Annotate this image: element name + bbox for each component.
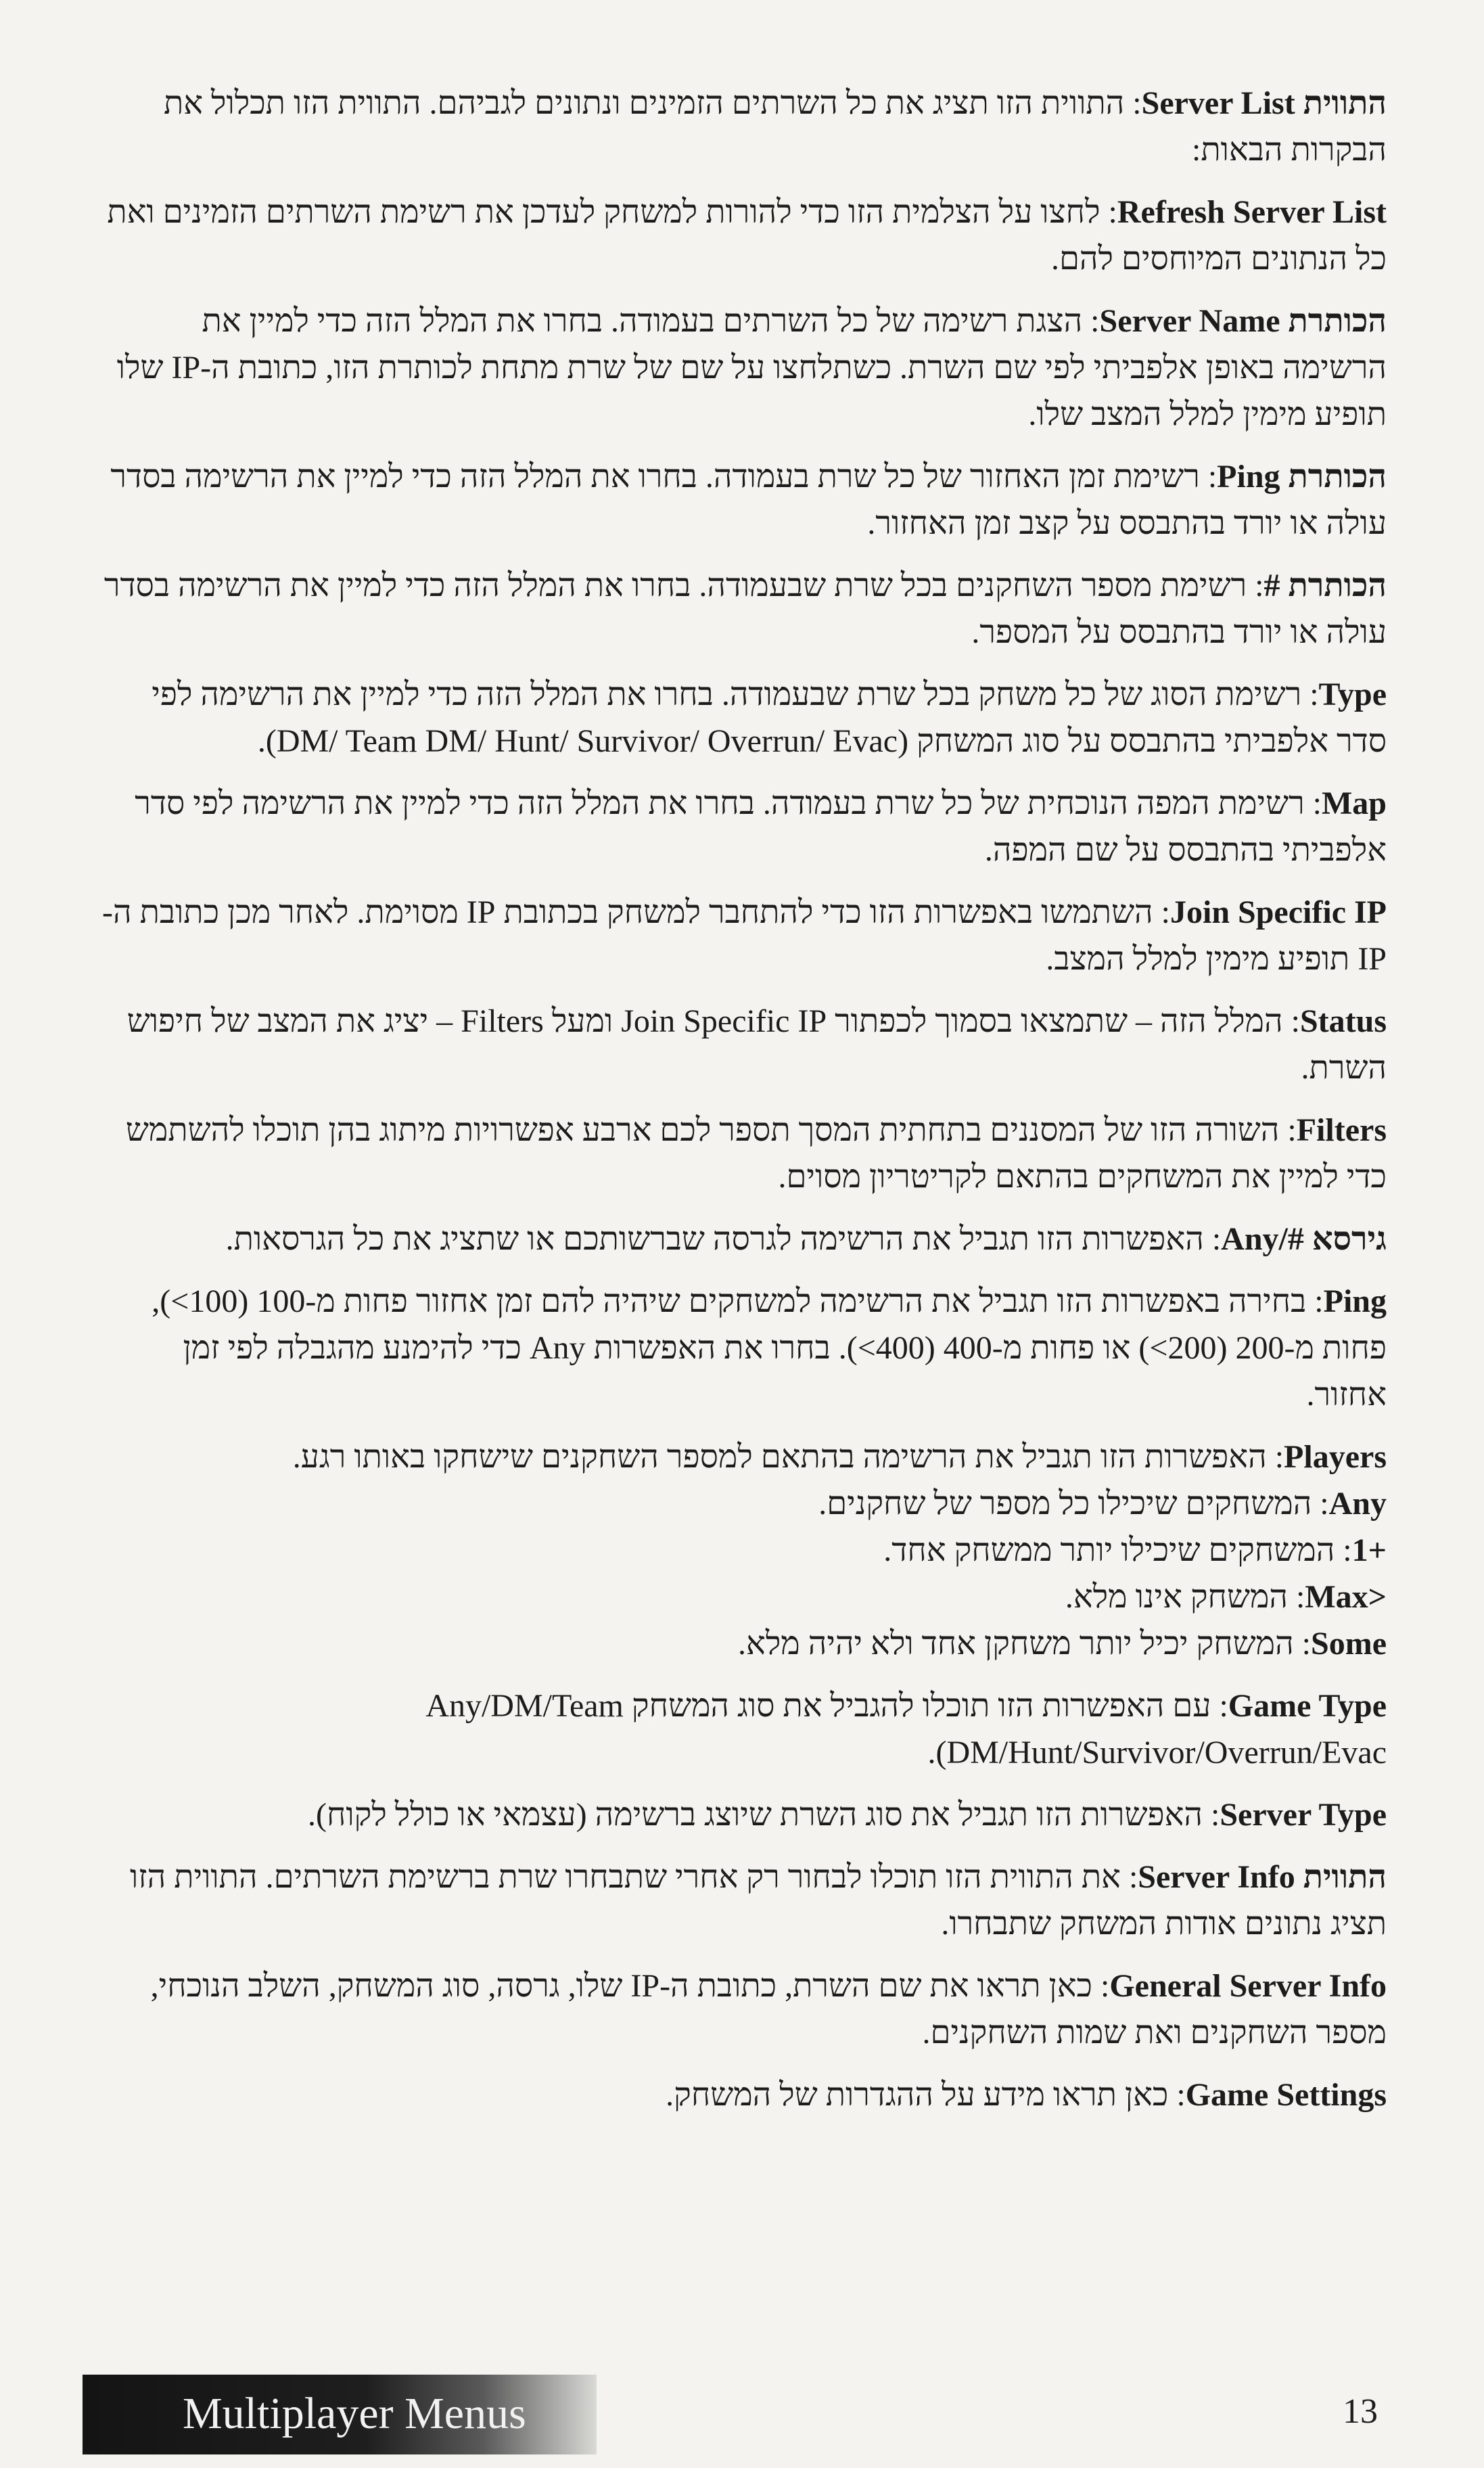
players-filter-item [98,1434,1387,1480]
definition-text: : רשימת מספר השחקנים בכל שרת שבעמודה. בחרו את המלל הזה כדי למיין את הרשימה בסדר עולה או יורד בהתבסס על המספר. [103,568,1387,650]
term: Refresh Server List [1117,194,1387,230]
definition-paragraph [98,298,1387,438]
term-prefix: התווית [1303,1859,1387,1895]
definition-text: : את התווית הזו תוכלו לבחור רק אחרי שתבחרו שרת ברשימת השרתים. התווית הזו תציג נתונים אודות המשחק שתבחרו. [129,1859,1387,1942]
definition-paragraph [98,1854,1387,1947]
term: Game Settings [1185,2077,1387,2113]
definition-paragraph [98,1791,1387,1838]
definition-text: : האפשרות הזו תגביל את סוג השרת שיוצג ברשימה (עצמאי או כולל לקוח). [307,1797,1220,1833]
players-filter-item [98,1480,1387,1527]
definition-paragraph [98,2072,1387,2118]
players-filter-item [98,1574,1387,1620]
term: Game Type [1228,1688,1387,1724]
term: Any/# [1221,1221,1304,1257]
definition-paragraph [98,671,1387,764]
term-prefix: הכותרת [1288,303,1387,339]
players-filter-item [98,1527,1387,1574]
definition-paragraph [98,889,1387,982]
definition-paragraph [98,998,1387,1091]
definition-paragraph [98,189,1387,282]
definition-paragraph [98,1683,1387,1776]
term: Status [1299,1003,1387,1039]
definition-paragraph [98,1216,1387,1262]
term: Type [1318,677,1387,712]
term: Players [1284,1439,1387,1475]
term: Server Type [1220,1797,1387,1833]
term: # [1263,568,1280,603]
definition-text: : עם האפשרות הזו תוכלו להגביל את סוג המשחק Any/DM/Team DM/Hunt/Survivor/Overrun/Evac). [425,1688,1387,1770]
term: Server Name [1099,303,1280,339]
term: Join Specific IP [1170,894,1387,930]
definition-text: : התווית הזו תציג את כל השרתים הזמינים ונתונים לגביהם. התווית הזו תכלול את הבקרות הבאות: [163,85,1387,168]
definition-text: : כאן תראו את שם השרת, כתובת ה-IP שלו, גרסה, סוג המשחק, השלב הנוכחי, מספר השחקנים ואת שמות השחקנים. [150,1968,1387,2051]
term: Server Info [1138,1859,1295,1895]
page-number: 13 [1343,2392,1378,2431]
term: Any [1328,1486,1387,1522]
players-filter-item [98,1620,1387,1667]
term-prefix: התווית [1303,85,1387,121]
definition-text: : האפשרות הזו תגביל את הרשימה בהתאם למספר השחקנים שישחקו באותו רגע. [292,1439,1284,1475]
definition-text: : השורה הזו של המסננים בתחתית המסך תספר לכם ארבע אפשרויות מיתוג בהן תוכלו להשתמש כדי למיין את המשחקים בהתאם לקריטריון מסוים. [125,1112,1387,1195]
term: Some [1311,1626,1387,1662]
definition-paragraph [98,780,1387,873]
definition-paragraph [98,1963,1387,2056]
term: Max> [1305,1579,1387,1615]
definition-text: : בחירה באפשרות הזו תגביל את הרשימה למשחקים שיהיה להם זמן אחזור פחות מ-100 (‎<100‏), פחות מ-200 (‎<200‏) או פחות מ-400 (‎<400‏). בחרו את האפשרות Any כדי להימנע מהגבלה לפי זמן אחזור. [152,1283,1387,1413]
definition-text: : המלל הזה – שתמצאו בסמוך לכפתור Join Specific IP ומעל Filters – יציג את המצב של חיפוש השרת. [126,1003,1387,1086]
term: General Server Info [1109,1968,1387,2004]
definition-text: : רשימת הסוג של כל משחק בכל שרת שבעמודה. בחרו את המלל הזה כדי למיין את הרשימה לפי סדר אלפביתי בהתבסס על סוג המשחק (DM/ Team DM/ Hunt/ Survivor/ Overrun/ Evac). [152,677,1387,759]
definition-text: : רשימת זמן האחזור של כל שרת בעמודה. בחרו את המלל הזה כדי למיין את הרשימה בסדר עולה או יורד בהתבסס על קצב זמן האחזור. [110,459,1387,541]
page-body [98,80,1387,2134]
term: Server List [1141,85,1295,121]
definition-text: : המשחק יכיל יותר משחקן אחד ולא יהיה מלא. [738,1626,1312,1662]
definition-text: : רשימת המפה הנוכחית של כל שרת בעמודה. בחרו את המלל הזה כדי למיין את הרשימה לפי סדר אלפביתי בהתבסס על שם המפה. [135,785,1387,868]
definition-paragraph [98,1107,1387,1200]
term: 1+ [1351,1532,1387,1568]
definition-paragraph [98,562,1387,656]
definition-paragraph [98,80,1387,173]
definition-text: : המשחק אינו מלא. [1065,1579,1305,1615]
term: Filters [1296,1112,1387,1148]
term-prefix: הכותרת [1288,459,1387,495]
term: Ping [1217,459,1280,495]
definition-text: : המשחקים שיכילו יותר ממשחק אחד. [883,1532,1352,1568]
term: Map [1322,785,1387,821]
definition-text: : האפשרות הזו תגביל את הרשימה לגרסה שברשותכם או שתציג את כל הגרסאות. [225,1221,1222,1257]
term-prefix: הכותרת [1288,568,1387,603]
definition-paragraph [98,1278,1387,1418]
definition-text: : הצגת רשימה של כל השרתים בעמודה. בחרו את המלל הזה כדי למיין את הרשימה באופן אלפביתי לפי שם השרת. כשתלחצו על שם של שרת מתחת לכותרת הזו, כתובת ה-IP שלו תופיע מימין למלל המצב שלו. [116,303,1387,432]
term: Ping [1323,1283,1387,1319]
term-prefix: גירסא [1312,1221,1387,1257]
section-title: Multiplayer Menus [183,2389,526,2438]
definition-text: : כאן תראו מידע על ההגדרות של המשחק. [666,2077,1186,2113]
definition-text: : השתמשו באפשרות הזו כדי להתחבר למשחק בכתובת IP מסוימת. לאחר מכן כתובת ה-IP תופיע מימין למלל המצב. [102,894,1387,977]
definition-text: : המשחקים שיכילו כל מספר של שחקנים. [818,1486,1329,1522]
definition-paragraph [98,453,1387,547]
definition-text: : לחצו על הצלמית הזו כדי להורות למשחק לעדכן את רשימת השרתים הזמינים ואת כל הנתונים המיוחסים להם. [107,194,1387,277]
